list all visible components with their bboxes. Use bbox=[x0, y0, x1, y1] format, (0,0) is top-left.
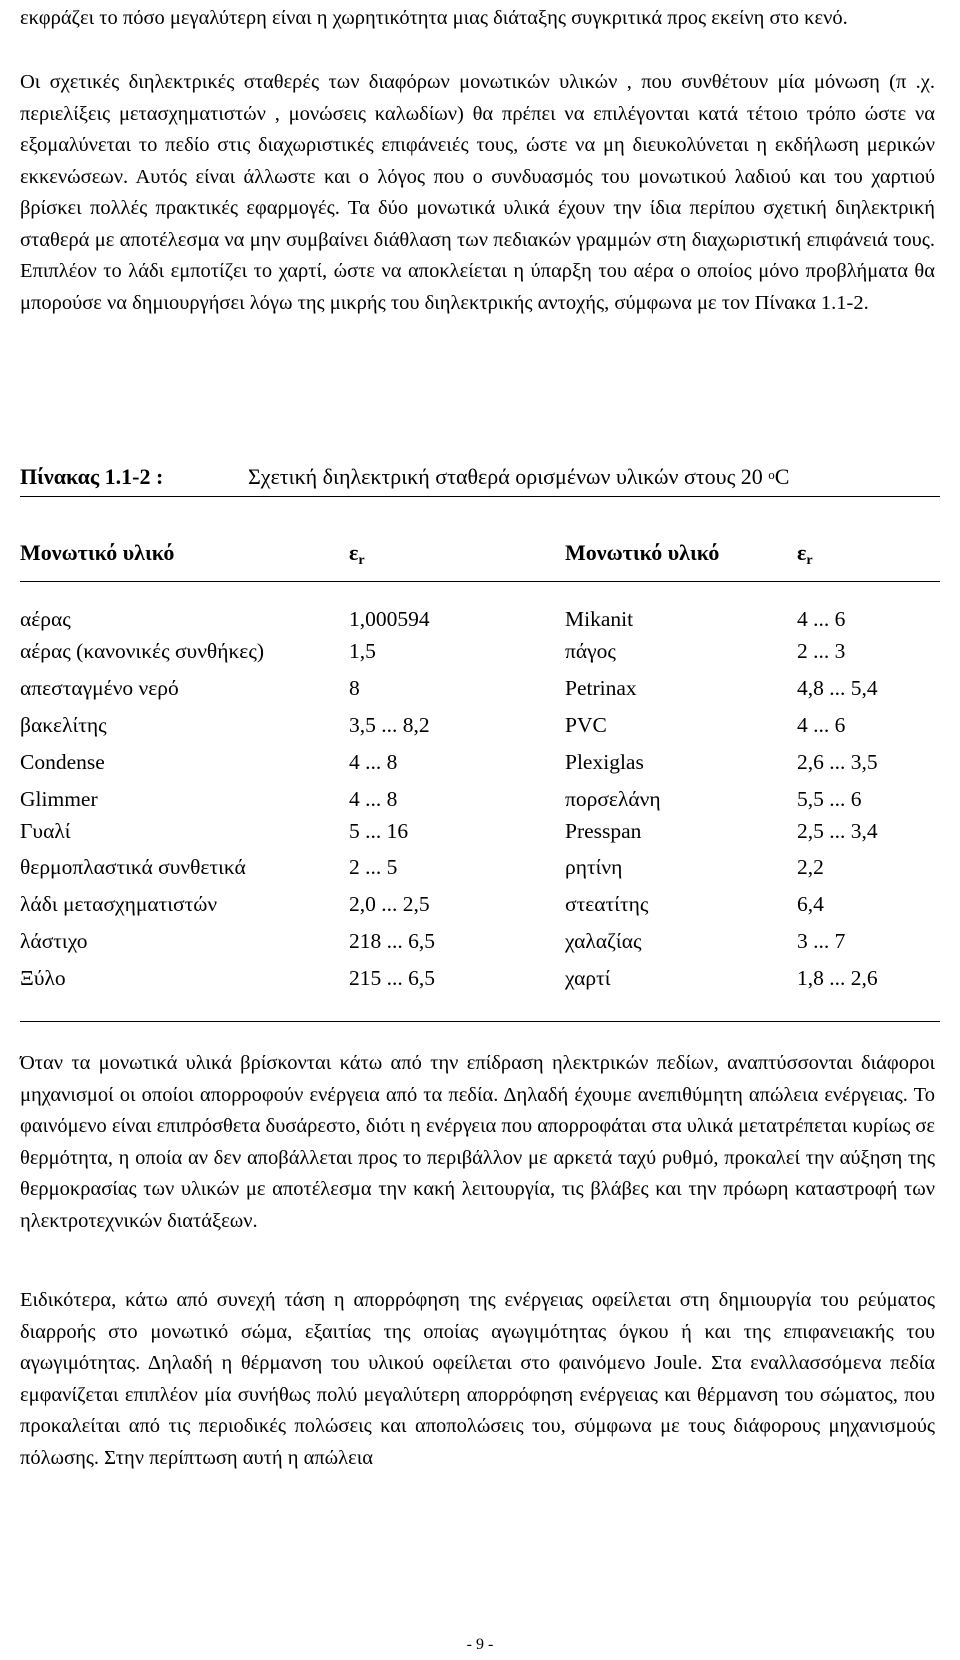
table-header-rule bbox=[20, 581, 940, 582]
table-cell-epsilon-left: 4 ... 8 bbox=[349, 787, 398, 811]
table-cell-epsilon-right: 1,8 ... 2,6 bbox=[797, 966, 878, 990]
header-material-left: Μονωτικό υλικό bbox=[20, 540, 175, 565]
table-cell-epsilon-left: 1,000594 bbox=[349, 607, 430, 631]
table-cell-material-left: Condense bbox=[20, 750, 105, 774]
table-cell-epsilon-right: 3 ... 7 bbox=[797, 929, 846, 953]
table-cell-material-right: στεατίτης bbox=[565, 892, 649, 916]
paragraph-dc-ac-losses: Ειδικότερα, κάτω από συνεχή τάση η απορρόφηση της ενέργειας οφείλεται στη δημιουργία του ρεύματος διαρροής στο μονωτικό σώμα, εξαιτίας της οποίας αγωγιμότητας όγκου ή και της επιφανειακής του αγωγιμότητας. Δηλαδή η θέρμανση του υλικού οφείλεται στο φαινόμενο Joule. Στα εναλλασσόμενα πεδία εμφανίζεται επιπλέον μία συνήθως πολύ μεγαλύτερη απορρόφηση ενέργειας και θέρμανση του σώματος, που προκαλείται από τις περιοδικές πολώσεις και αποπολώσεις του, σύμφωνα με τους διάφορους μηχανισμούς πόλωσης. Στην περίπτωση αυτή η απώλεια bbox=[20, 1289, 935, 1469]
table-cell-epsilon-right: 2,6 ... 3,5 bbox=[797, 750, 878, 774]
table-cell-material-left: αέρας bbox=[20, 607, 71, 631]
table-cell-epsilon-left: 218 ... 6,5 bbox=[349, 929, 435, 953]
table-bottom-rule bbox=[20, 1021, 940, 1022]
table-cell-epsilon-right: 2 ... 3 bbox=[797, 639, 846, 663]
table-cell-material-left: Γυαλί bbox=[20, 819, 71, 843]
table-cell-epsilon-left: 2 ... 5 bbox=[349, 855, 398, 879]
header-epsilon-right: εr bbox=[797, 540, 813, 568]
table-caption-label: Πίνακας 1.1-2 : bbox=[20, 464, 164, 489]
table-cell-material-right: Presspan bbox=[565, 819, 642, 843]
table-cell-material-left: θερμοπλαστικά συνθετικά bbox=[20, 855, 246, 879]
table-cell-epsilon-right: 5,5 ... 6 bbox=[797, 787, 862, 811]
header-material-right: Μονωτικό υλικό bbox=[565, 540, 720, 565]
page-number: - 9 - bbox=[466, 1636, 494, 1653]
table-cell-epsilon-left: 5 ... 16 bbox=[349, 819, 409, 843]
table-cell-material-left: αέρας (κανονικές συνθήκες) bbox=[20, 639, 265, 663]
paragraph-dielectric-constants: Οι σχετικές διηλεκτρικές σταθερές των διαφόρων μονωτικών υλικών , που συνθέτουν μία μόνωση (π .χ. περιελίξεις μετασχηματιστών , μονώσεις καλωδίων) θα πρέπει να επιλέγονται κατά τέτοιο τρόπο ώστε να εξομαλύνεται το πεδίο στις διαχωριστικές επιφάνειές τους, ώστε να μη διευκολύνεται η εκδήλωση μερικών εκκενώσεων. Αυτός είναι άλλωστε και ο λόγος που ο συνδυασμός του μονωτικού λαδιού και του χαρτιού βρίσκει πολλές πρακτικές εφαρμογές. Τα δύο μονωτικά υλικά έχουν την ίδια περίπου σχετική διηλεκτρική σταθερά με αποτέλεσμα να μην συμβαίνει διάθλαση των πεδιακών γραμμών στη διαχωριστική επιφάνειά τους. Επιπλέον το λάδι εμποτίζει το χαρτί, ώστε να αποκλείεται η ύπαρξη του αέρα ο οποίος μόνο προβλήματα θα μπορούσε να δημιουργήσει λόγω της μικρής του διηλεκτρικής αντοχής, σύμφωνα με τον Πίνακα 1.1-2. bbox=[20, 71, 935, 314]
table-cell-material-right: PVC bbox=[565, 713, 607, 737]
table-cell-epsilon-left: 215 ... 6,5 bbox=[349, 966, 435, 990]
table-top-rule bbox=[20, 496, 940, 497]
table-cell-material-left: βακελίτης bbox=[20, 713, 107, 737]
paragraph-losses: Όταν τα μονωτικά υλικά βρίσκονται κάτω από την επίδραση ηλεκτρικών πεδίων, αναπτύσσονται διάφοροι μηχανισμοί οι οποίοι απορροφούν ενέργεια από τα πεδία. Δηλαδή έχουμε ανεπιθύμητη απώλεια ενέργειας. Το φαινόμενο είναι επιπρόσθετα δυσάρεστο, διότι η ενέργεια που απορροφάται στα υλικά μετατρέπεται κυρίως σε θερμότητα, η οποία αν δεν αποβάλλεται προς το περιβάλλον με αρκετά ταχύ ρυθμό, προκαλεί την αύξηση της θερμοκρασίας των υλικών με αποτέλεσμα την κακή λειτουργία, τις βλάβες και την πρόωρη καταστροφή των ηλεκτροτεχνικών διατάξεων. bbox=[20, 1052, 935, 1232]
table-cell-material-right: Petrinax bbox=[565, 676, 637, 700]
table-cell-epsilon-right: 4,8 ... 5,4 bbox=[797, 676, 878, 700]
table-cell-epsilon-right: 2,5 ... 3,4 bbox=[797, 819, 878, 843]
table-cell-material-left: Glimmer bbox=[20, 787, 98, 811]
table-cell-material-right: χαρτί bbox=[565, 966, 611, 990]
header-epsilon-left: εr bbox=[349, 540, 365, 568]
table-cell-epsilon-left: 4 ... 8 bbox=[349, 750, 398, 774]
table-cell-epsilon-right: 4 ... 6 bbox=[797, 713, 846, 737]
table-caption-text: Σχετική διηλεκτρική σταθερά ορισμένων υλικών στους 20 $^o$C bbox=[248, 464, 790, 489]
table-cell-material-right: Plexiglas bbox=[565, 750, 644, 774]
table-cell-epsilon-right: 2,2 bbox=[797, 855, 824, 879]
table-cell-epsilon-right: 6,4 bbox=[797, 892, 824, 916]
table-cell-material-left: απεσταγμένο νερό bbox=[20, 676, 179, 700]
table-cell-material-right: πάγος bbox=[565, 639, 616, 663]
table-cell-material-right: ρητίνη bbox=[565, 855, 623, 879]
table-cell-material-right: πορσελάνη bbox=[565, 787, 661, 811]
table-cell-epsilon-left: 3,5 ... 8,2 bbox=[349, 713, 430, 737]
table-cell-epsilon-left: 2,0 ... 2,5 bbox=[349, 892, 430, 916]
paragraph-intro: εκφράζει το πόσο μεγαλύτερη είναι η χωρητικότητα μιας διάταξης συγκριτικά προς εκείνη στο κενό. bbox=[20, 7, 848, 29]
table-cell-material-right: χαλαζίας bbox=[565, 929, 642, 953]
table-cell-epsilon-left: 1,5 bbox=[349, 639, 376, 663]
table-cell-material-right: Mikanit bbox=[565, 607, 634, 631]
table-cell-material-left: λάδι μετασχηματιστών bbox=[20, 892, 218, 916]
table-cell-epsilon-left: 8 bbox=[349, 676, 360, 700]
table-cell-material-left: λάστιχο bbox=[20, 929, 88, 953]
table-cell-epsilon-right: 4 ... 6 bbox=[797, 607, 846, 631]
table-cell-material-left: Ξύλο bbox=[20, 966, 66, 990]
